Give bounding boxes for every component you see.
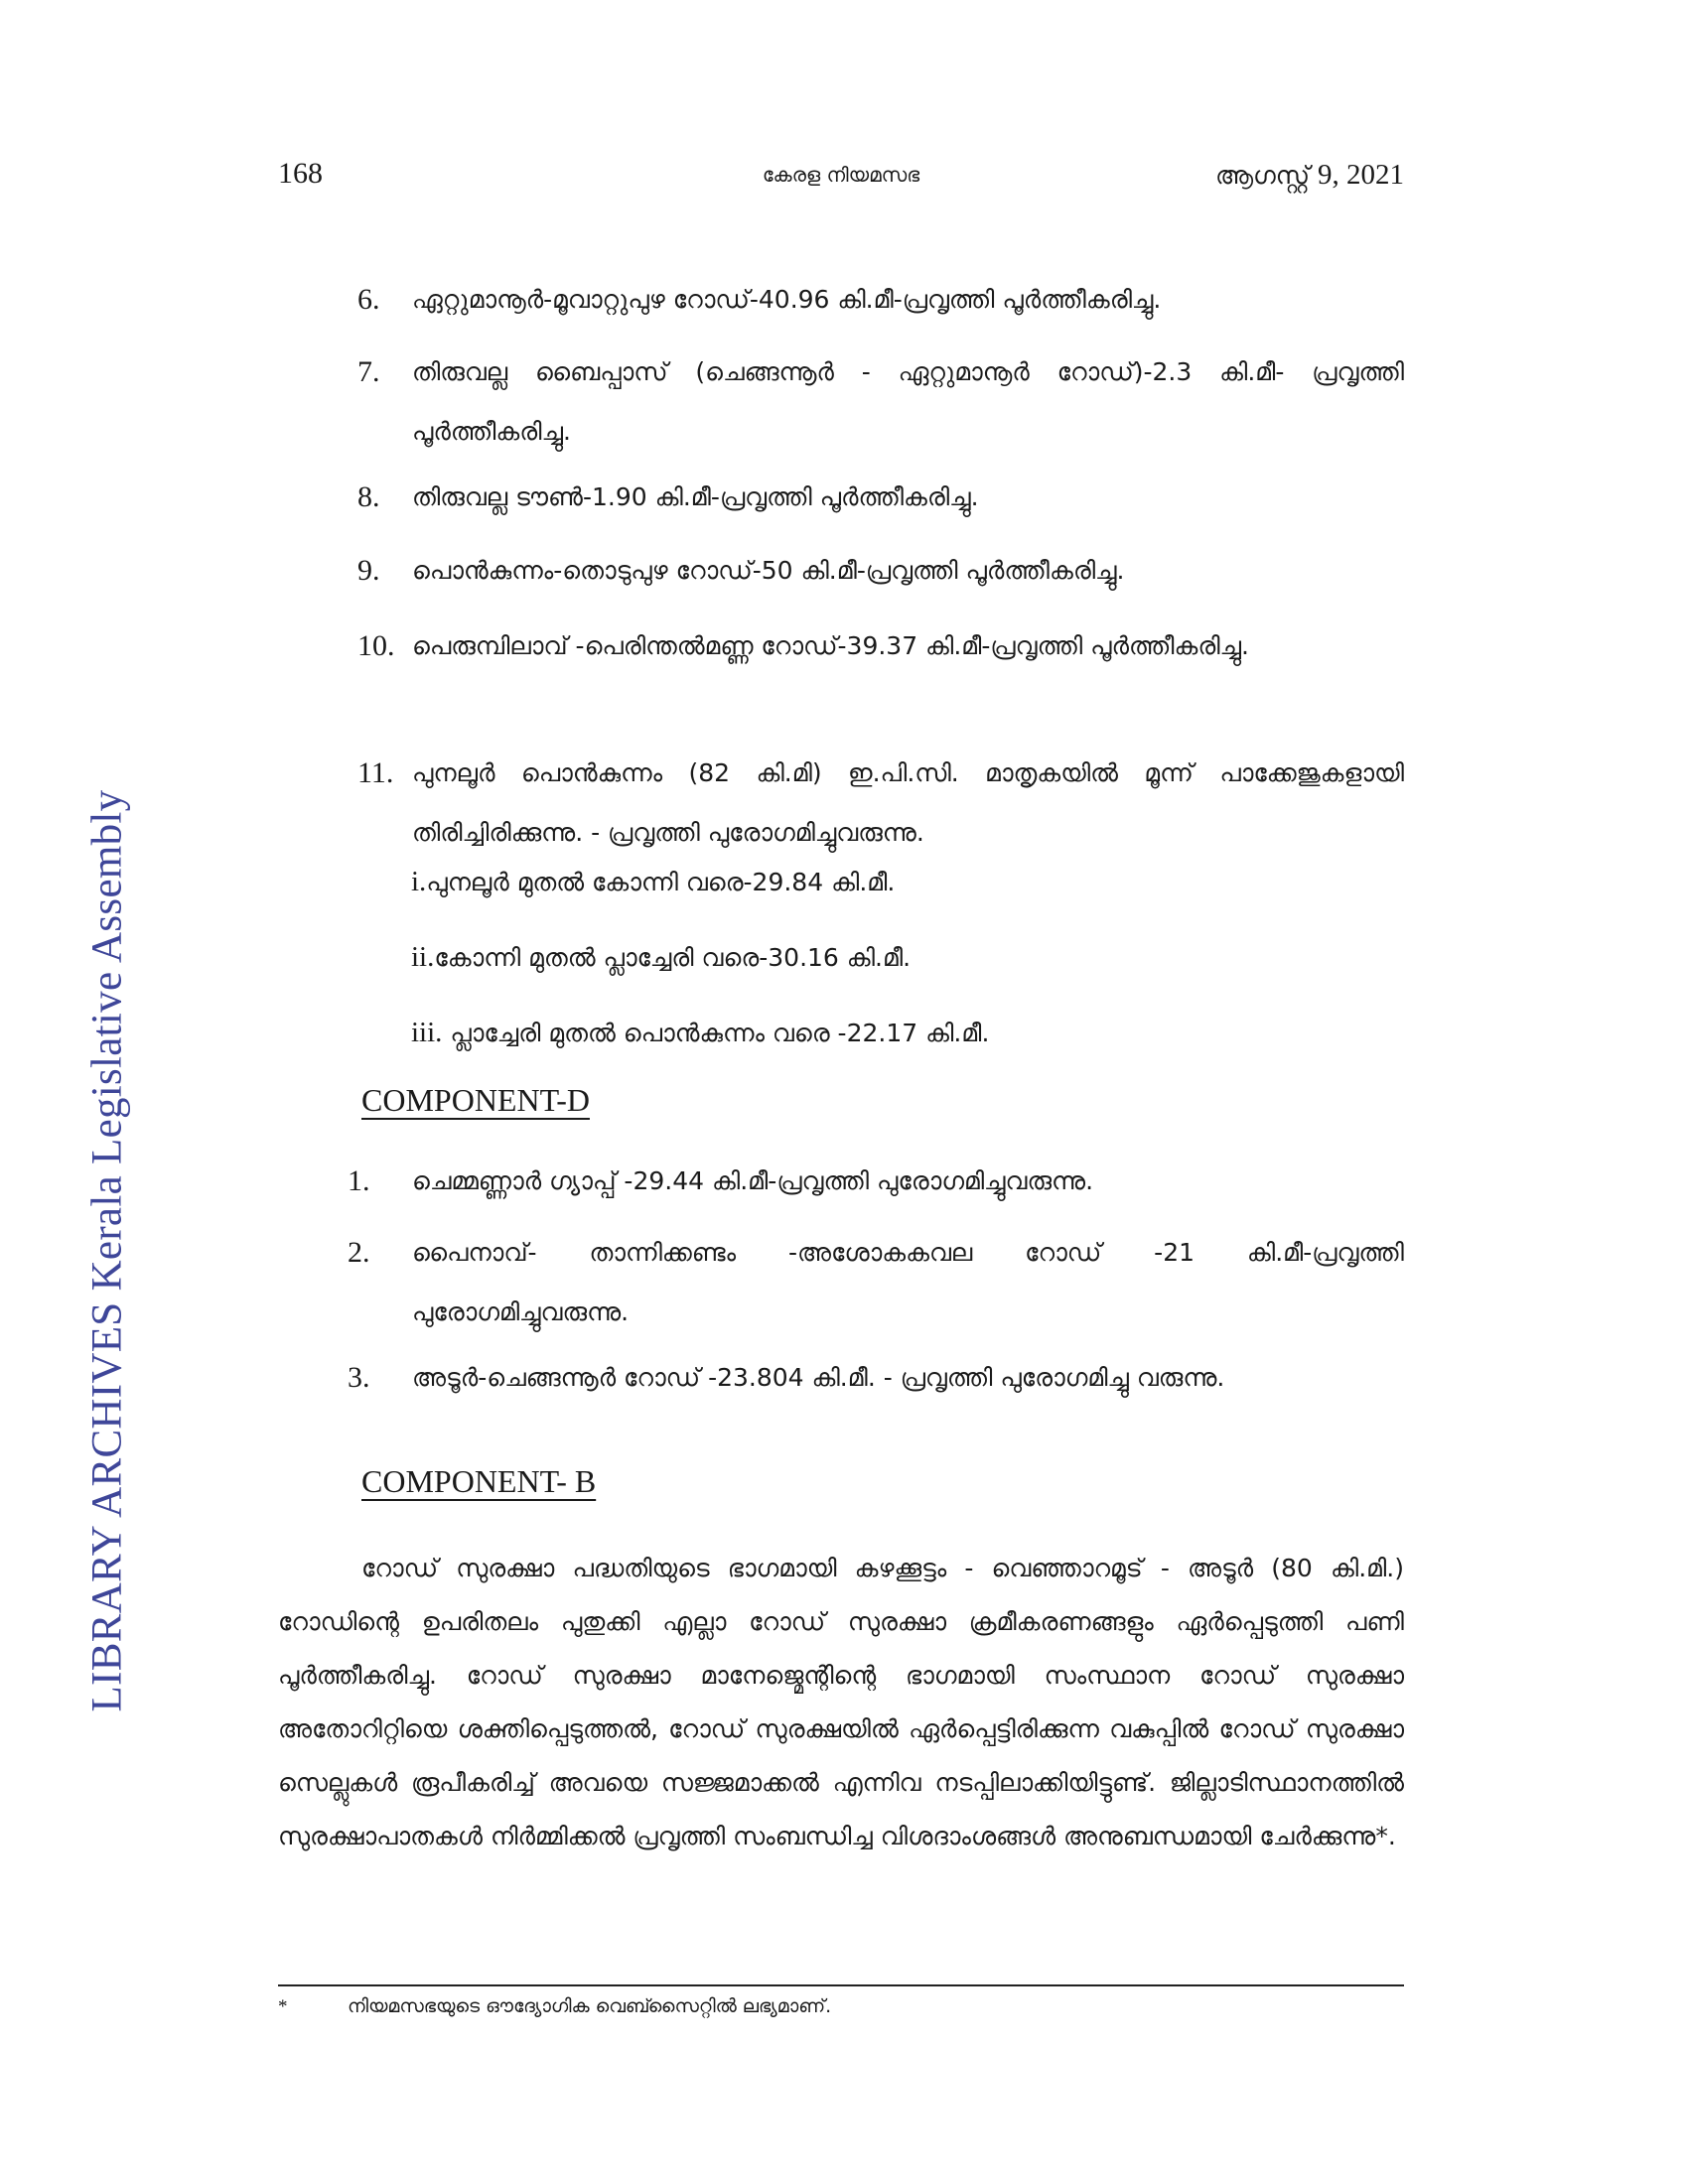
sub-item-text: പ്ലാച്ചേരി മുതൽ പൊൻകുന്നം വരെ -22.17 കി.മീ.	[442, 1019, 990, 1047]
component-d-item	[348, 1348, 1404, 1408]
item-marker: 11.	[357, 756, 394, 789]
sub-item-text: പുനലൂർ മുതൽ കോന്നി വരെ-29.84 കി.മീ.	[426, 868, 896, 896]
item-text: തിരുവല്ല ബൈപ്പാസ് (ചെങ്ങന്നൂർ - ഏറ്റുമാനൂർ റോഡ്)-2.3 കി.മീ- പ്രവൃത്തി പൂർത്തീകരിച്ചു.	[412, 357, 1404, 446]
item-text: അടൂർ-ചെങ്ങന്നൂർ റോഡ് -23.804 കി.മീ. - പ്രവൃത്തി പുരോഗമിച്ചു വരുന്നു.	[412, 1363, 1225, 1392]
item-marker: 9.	[357, 554, 380, 587]
library-archives-watermark: LIBRARY ARCHIVES Kerala Legislative Assembly	[83, 789, 131, 1712]
item-marker: 2.	[348, 1236, 370, 1269]
page-number: 168	[278, 157, 323, 190]
item-text: തിരുവല്ല ടൗൺ-1.90 കി.മീ-പ്രവൃത്തി പൂർത്തീകരിച്ചു.	[412, 482, 979, 511]
list-item	[357, 468, 1404, 527]
component-d-item	[348, 1152, 1404, 1211]
item-text: പുനലൂർ പൊൻകുന്നം (82 കി.മി) ഇ.പി.സി. മാതൃകയിൽ മൂന്ന് പാക്കേജുകളായി തിരിച്ചിരിക്കുന്നു. - പ്രവൃത്തി പുരോഗമിച്ചുവരുന്നു.	[412, 758, 1404, 847]
list-item	[357, 541, 1404, 601]
component-d-heading: COMPONENT-D	[361, 1082, 590, 1118]
item-marker: 8.	[357, 480, 380, 513]
date-day-year: 9, 2021	[1318, 159, 1404, 191]
page-header	[278, 157, 1404, 197]
component-d-item	[348, 1223, 1404, 1342]
footnote	[278, 1995, 831, 2018]
running-title: കേരള നിയമസഭ	[762, 163, 920, 187]
footnote-text: നിയമസഭയുടെ ഔദ്യോഗിക വെബ്സൈറ്റിൽ ലഭ്യമാണ്.	[348, 1995, 832, 2017]
footnote-marker: *	[278, 1996, 288, 2017]
list-item	[357, 616, 1404, 676]
sub-item-numeral: ii.	[411, 941, 435, 973]
list-item	[357, 744, 1404, 863]
component-b-heading: COMPONENT- B	[361, 1463, 597, 1499]
list-item	[357, 270, 1404, 330]
item-marker: 3.	[348, 1361, 370, 1394]
item-text: പെരുമ്പിലാവ് -പെരിന്തൽമണ്ണ റോഡ്-39.37 കി.മീ-പ്രവൃത്തി പൂർത്തീകരിച്ചു.	[412, 631, 1249, 660]
sub-item-numeral: iii.	[411, 1017, 443, 1048]
sub-item	[411, 927, 911, 988]
item-text: പൈനാവ്- താന്നിക്കണ്ടം -അശോകകവല റോഡ് -21 കി.മീ-പ്രവൃത്തി പുരോഗമിച്ചുവരുന്നു.	[412, 1238, 1404, 1326]
sub-item-text: കോന്നി മുതൽ പ്ലാച്ചേരി വരെ-30.16 കി.മീ.	[434, 943, 912, 972]
item-marker: 1.	[348, 1164, 370, 1197]
item-marker: 6.	[357, 283, 380, 316]
sub-item	[411, 1003, 989, 1063]
item-marker: 10.	[357, 629, 395, 662]
item-marker: 7.	[357, 355, 380, 388]
list-item	[357, 342, 1404, 462]
sub-item	[411, 852, 895, 912]
footnote-divider	[278, 1984, 1404, 1986]
sub-item-numeral: i.	[411, 866, 427, 897]
item-text: ചെമ്മണ്ണാർ ഗ്യാപ്പ് -29.44 കി.മീ-പ്രവൃത്തി പുരോഗമിച്ചുവരുന്നു.	[412, 1166, 1094, 1195]
page-date	[1215, 159, 1404, 192]
component-b-paragraph: റോഡ് സുരക്ഷാ പദ്ധതിയുടെ ഭാഗമായി കഴക്കൂട്ടം - വെഞ്ഞാറമൂട് - അടൂർ (80 കി.മി.) റോഡിന്റെ ഉപരിതലം പുതുക്കി എല്ലാ റോഡ് സുരക്ഷാ ക്രമീകരണങ്ങളും ഏർപ്പെടുത്തി പണി പൂർത്തീകരിച്ചു. റോഡ് സുരക്ഷാ മാനേജ്മെന്റിന്റെ ഭാഗമായി സംസ്ഥാന റോഡ് സുരക്ഷാ അതോറിറ്റിയെ ശക്തിപ്പെടുത്തൽ, റോഡ് സുരക്ഷയിൽ ഏർപ്പെട്ടിരിക്കുന്ന വകുപ്പിൽ റോഡ് സുരക്ഷാ സെല്ലുകൾ രൂപീകരിച്ച് അവയെ സജ്ജമാക്കൽ എന്നിവ നടപ്പിലാക്കിയിട്ടുണ്ട്. ജില്ലാടിസ്ഥാനത്തിൽ സുരക്ഷാപാതകൾ നിർമ്മിക്കൽ പ്രവൃത്തി സംബന്ധിച്ച വിശദാംശങ്ങൾ അനുബന്ധമായി ചേർക്കുന്നു*.	[278, 1554, 1404, 1850]
item-text: ഏറ്റുമാനൂർ-മൂവാറ്റുപുഴ റോഡ്-40.96 കി.മീ-പ്രവൃത്തി പൂർത്തീകരിച്ചു.	[412, 285, 1162, 314]
item-text: പൊൻകുന്നം-തൊടുപുഴ റോഡ്-50 കി.മീ-പ്രവൃത്തി പൂർത്തീകരിച്ചു.	[412, 556, 1125, 585]
date-month: ആഗസ്റ്റ്	[1214, 161, 1311, 190]
